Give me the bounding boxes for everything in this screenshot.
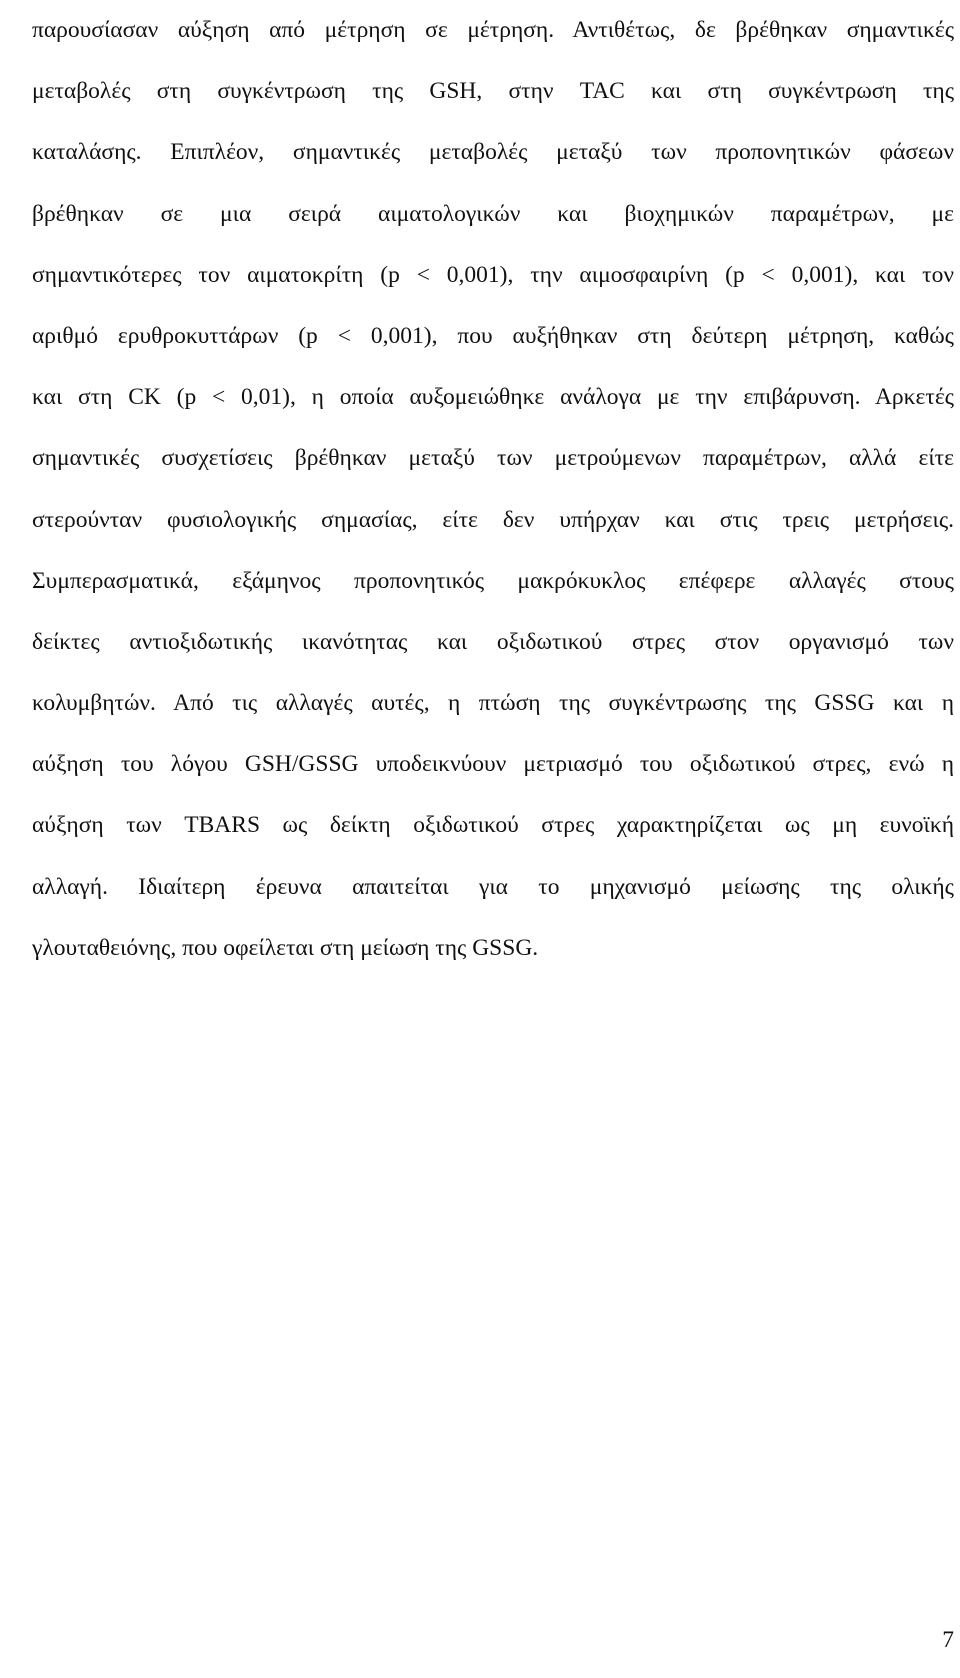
text-line: και στη CK (p < 0,01), η οποία αυξομειώθηκε ανάλογα με την επιβάρυνση. Αρκετές: [32, 384, 954, 411]
text-line: μεταβολές στη συγκέντρωση της GSH, στην TAC και στη συγκέντρωση της: [32, 78, 954, 105]
text-line: σημαντικότερες τον αιματοκρίτη (p < 0,001), την αιμοσφαιρίνη (p < 0,001), και τον: [32, 261, 954, 288]
text-line: σημαντικές συσχετίσεις βρέθηκαν μεταξύ των μετρούμενων παραμέτρων, αλλά είτε: [32, 445, 954, 472]
text-line: στερούνταν φυσιολογικής σημασίας, είτε δεν υπήρχαν και στις τρεις μετρήσεις.: [32, 506, 954, 533]
text-line: δείκτες αντιοξιδωτικής ικανότητας και οξιδωτικού στρες στον οργανισμό των: [32, 628, 954, 655]
text-line: αύξηση του λόγου GSH/GSSG υποδεικνύουν μετριασμό του οξιδωτικού στρες, ενώ η: [32, 751, 954, 778]
page-number: 7: [942, 1627, 954, 1653]
text-line: παρουσίασαν αύξηση από μέτρηση σε μέτρηση. Αντιθέτως, δε βρέθηκαν σημαντικές: [32, 17, 954, 43]
text-line: κολυμβητών. Από τις αλλαγές αυτές, η πτώση της συγκέντρωσης της GSSG και η: [32, 690, 954, 717]
text-line: αύξηση των TBARS ως δείκτη οξιδωτικού στρες χαρακτηρίζεται ως μη ευνοϊκή: [32, 812, 954, 839]
text-line: βρέθηκαν σε μια σειρά αιματολογικών και βιοχημικών παραμέτρων, με: [32, 200, 954, 227]
body-text: [32, 0, 954, 979]
text-line: γλουταθειόνης, που οφείλεται στη μείωση της GSSG.: [32, 934, 539, 961]
text-line: καταλάσης. Επιπλέον, σημαντικές μεταβολές μεταξύ των προπονητικών φάσεων: [32, 139, 954, 166]
text-line: αλλαγή. Ιδιαίτερη έρευνα απαιτείται για το μηχανισμό μείωσης της ολικής: [32, 873, 954, 900]
text-line: Συμπερασματικά, εξάμηνος προπονητικός μακρόκυκλος επέφερε αλλαγές στους: [32, 567, 954, 594]
text-line: αριθμό ερυθροκυττάρων (p < 0,001), που αυξήθηκαν στη δεύτερη μέτρηση, καθώς: [32, 322, 954, 349]
